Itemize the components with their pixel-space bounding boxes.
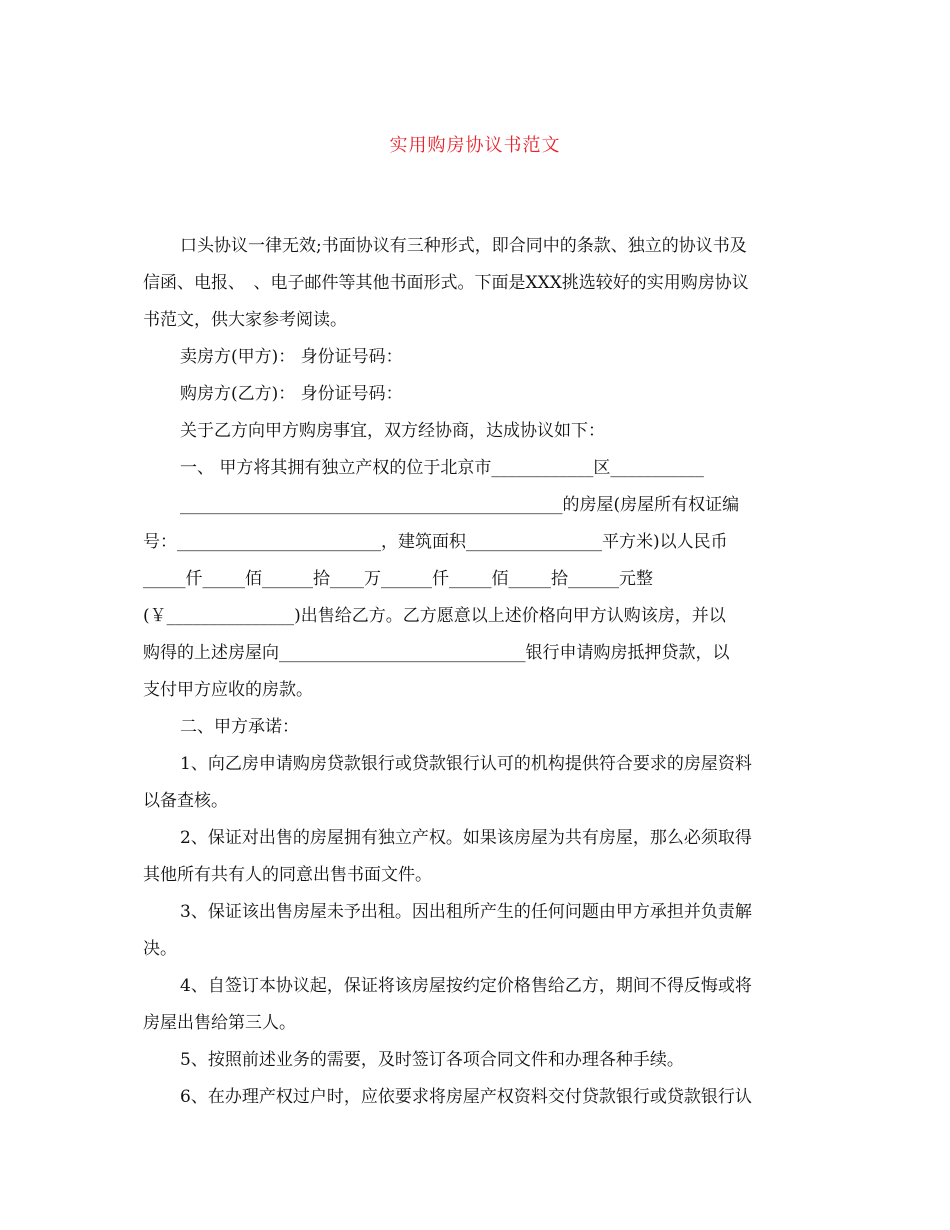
item1-line-1: 1、向乙房申请购房贷款银行或贷款银行认可的机构提供符合要求的房屋资料 — [180, 754, 752, 774]
item4-line-1: 4、自签订本协议起，保证将该房屋按约定价格售给乙方，期间不得反悔或将 — [180, 976, 752, 996]
item3-line-1: 3、保证该出售房屋未予出租。因出租所产生的任何问题由甲方承担并负责解 — [180, 902, 752, 922]
seller-line: 卖房方(甲方)： 身份证号码： — [180, 347, 403, 367]
clause1-line-6: 购得的上述房屋向_____________________________银行申请购房抵押贷款，以 — [143, 643, 730, 663]
clause1-line-7: 支付甲方应收的房款。 — [143, 680, 313, 700]
document-title: 实用购房协议书范文 — [389, 135, 561, 156]
item4-line-2: 房屋出售给第三人。 — [143, 1013, 296, 1033]
clause1-line-3: 号：________________________，建筑面积________________平方米)以人民币 — [143, 532, 728, 552]
document-body — [143, 228, 809, 1116]
buyer-line: 购房方(乙方)： 身份证号码： — [180, 384, 403, 404]
item1-line-2: 以备查核。 — [143, 791, 228, 811]
clause1-line-5: (￥_______________)出售给乙方。乙方愿意以上述价格向甲方认购该房，并以 — [143, 606, 726, 626]
preamble-line: 关于乙方向甲方购房事宜，双方经协商，达成协议如下： — [180, 421, 605, 441]
intro-line-3: 书范文，供大家参考阅读。 — [143, 310, 347, 330]
item6-line: 6、在办理产权过户时，应依要求将房屋产权资料交付贷款银行或贷款银行认 — [180, 1087, 752, 1107]
item3-line-2: 决。 — [143, 939, 177, 959]
clause2-heading: 二、甲方承诺： — [180, 717, 299, 737]
intro-line-2: 信函、电报、 、电子邮件等其他书面形式。下面是XXX挑选较好的实用购房协议 — [143, 273, 749, 293]
item5-line: 5、按照前述业务的需要，及时签订各项合同文件和办理各种手续。 — [180, 1050, 684, 1070]
clause1-line-1: 一、 甲方将其拥有独立产权的位于北京市____________区___________ — [180, 458, 704, 478]
intro-line-1: 口头协议一律无效;书面协议有三种形式，即合同中的条款、独立的协议书及 — [180, 236, 747, 256]
item2-line-2: 其他所有共有人的同意出售书面文件。 — [143, 865, 432, 885]
clause1-line-2: _____________________________________________的房屋(房屋所有权证编 — [180, 495, 740, 515]
item2-line-1: 2、保证对出售的房屋拥有独立产权。如果该房屋为共有房屋，那么必须取得 — [180, 828, 752, 848]
clause1-line-4: _____仟_____佰______拾____万______仟_____佰_____拾______元整 — [143, 569, 653, 589]
